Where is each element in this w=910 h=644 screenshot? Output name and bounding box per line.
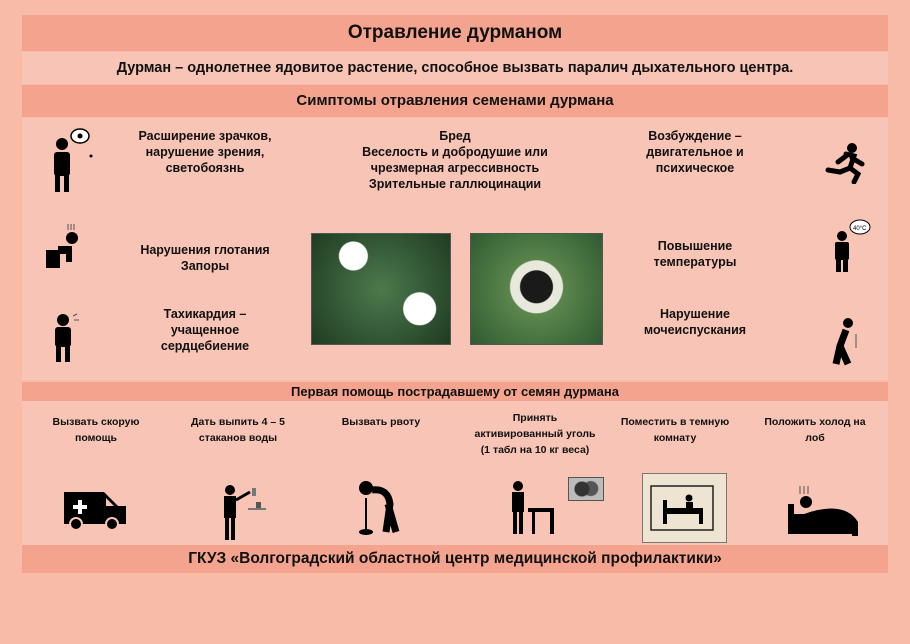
aid-line: помощь bbox=[75, 432, 117, 444]
symptom-delirium bbox=[330, 128, 580, 192]
intro-text: Дурман – однолетнее ядовитое растение, способное вызвать паралич дыхательного центра. bbox=[22, 52, 888, 84]
symptom-line: Возбуждение – bbox=[648, 129, 742, 143]
symptom-line: светобоязнь bbox=[165, 161, 245, 175]
datura-seed-pod-photo bbox=[470, 233, 603, 345]
dark-room-picture bbox=[642, 473, 727, 543]
aid-call-ambulance bbox=[36, 414, 156, 446]
symptom-line: Повышение bbox=[657, 239, 733, 253]
symptom-swallowing bbox=[120, 242, 290, 274]
symptom-line: температуры bbox=[653, 255, 737, 269]
person-drinking-water-icon bbox=[220, 482, 270, 542]
thermometer-label: 40°C bbox=[853, 226, 867, 232]
aid-cold-on-forehead bbox=[755, 414, 875, 446]
aid-line: Дать выпить 4 – 5 bbox=[191, 416, 285, 428]
symptom-line: Расширение зрачков, bbox=[138, 129, 272, 143]
aid-line: Принять bbox=[512, 412, 558, 424]
symptom-line: психическое bbox=[655, 161, 735, 175]
datura-flower-photo bbox=[311, 233, 451, 345]
symptom-urination bbox=[630, 306, 760, 338]
symptom-line: чрезмерная агрессивность bbox=[370, 161, 540, 175]
symptom-line: Нарушение bbox=[660, 307, 730, 321]
symptom-line: Зрительные галлюцинации bbox=[368, 177, 542, 191]
symptom-line: учащенное bbox=[170, 323, 240, 337]
symptom-tachycardia bbox=[130, 306, 280, 354]
constipation-person-icon bbox=[44, 220, 84, 270]
bed-rest-icon bbox=[643, 474, 727, 543]
symptom-line: двигательное и bbox=[646, 145, 744, 159]
symptom-line: нарушение зрения, bbox=[145, 145, 265, 159]
aid-line: Вызвать рвоту bbox=[341, 416, 421, 428]
symptom-line: Нарушения глотания bbox=[140, 243, 270, 257]
symptom-line: Веселость и добродушие или bbox=[362, 145, 548, 159]
aid-line: стаканов воды bbox=[198, 432, 278, 444]
symptom-line: мочеиспускания bbox=[643, 323, 747, 337]
person-taking-charcoal-icon bbox=[510, 478, 560, 536]
symptom-excitement bbox=[620, 128, 770, 176]
running-person-icon bbox=[824, 142, 868, 184]
first-aid-heading: Первая помощь пострадавшему от семян дурмана bbox=[22, 382, 888, 401]
tachycardia-person-icon bbox=[52, 312, 80, 364]
symptom-temperature bbox=[630, 238, 760, 270]
aid-line: Вызвать скорую bbox=[52, 416, 140, 428]
aid-induce-vomiting bbox=[321, 414, 441, 430]
fever-person-icon bbox=[828, 218, 872, 274]
aid-line: лоб bbox=[805, 432, 825, 444]
symptom-pupils bbox=[120, 128, 290, 176]
charcoal-tablets-photo bbox=[568, 477, 604, 501]
aid-drink-water bbox=[178, 414, 298, 446]
urination-person-icon bbox=[826, 316, 866, 368]
aid-line: Поместить в темную bbox=[620, 416, 730, 428]
aid-line: комнату bbox=[653, 432, 697, 444]
symptom-line: Запоры bbox=[180, 259, 230, 273]
eye-pain-person-icon bbox=[42, 128, 94, 194]
aid-line: активированный уголь bbox=[474, 428, 596, 440]
symptom-line: сердцебиение bbox=[160, 339, 250, 353]
aid-line: Положить холод на bbox=[764, 416, 866, 428]
symptom-line: Тахикардия – bbox=[163, 307, 247, 321]
page-title: Отравление дурманом bbox=[22, 15, 888, 51]
vomiting-person-icon bbox=[356, 480, 404, 536]
ambulance-icon bbox=[62, 490, 128, 532]
symptoms-heading: Симптомы отравления семенами дурмана bbox=[22, 85, 888, 117]
aid-dark-room bbox=[615, 414, 735, 446]
footer-organization: ГКУЗ «Волгоградский областной центр медицинской профилактики» bbox=[22, 545, 888, 573]
cold-compress-bed-icon bbox=[786, 484, 862, 536]
aid-activated-charcoal bbox=[470, 410, 600, 458]
aid-line: (1 табл на 10 кг веса) bbox=[480, 444, 590, 456]
symptom-line: Бред bbox=[439, 129, 471, 143]
